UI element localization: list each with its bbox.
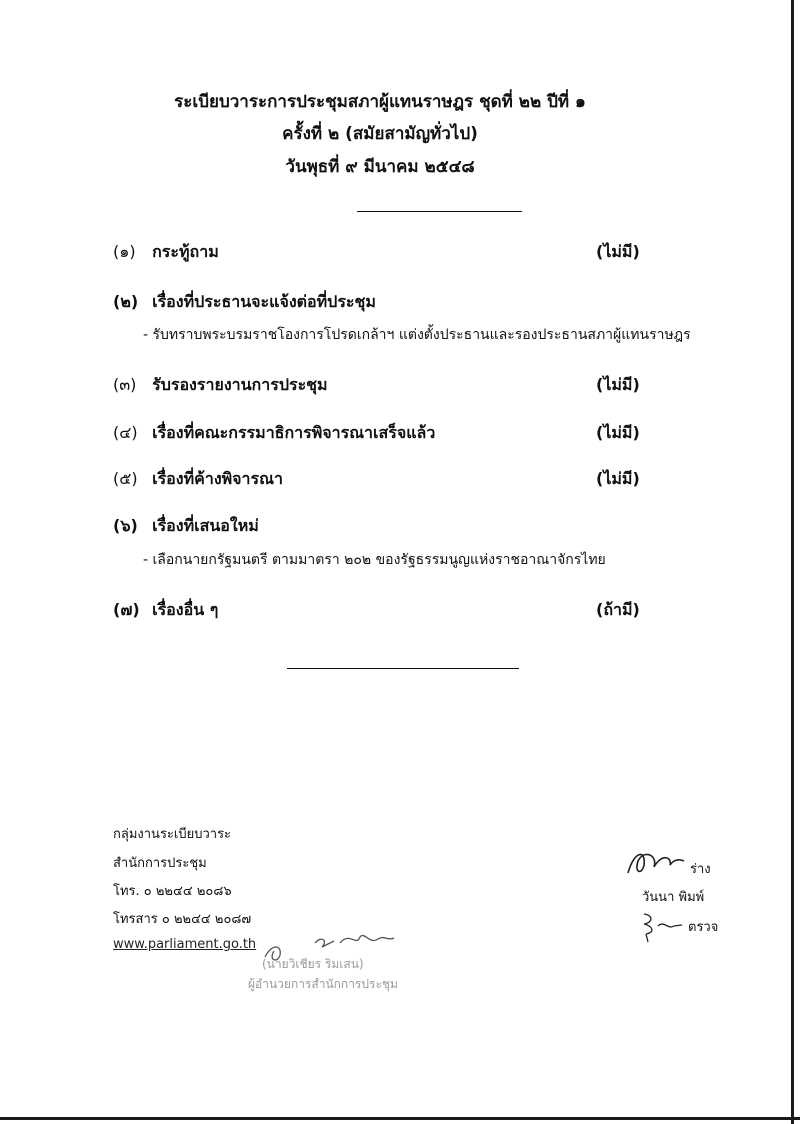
agenda-number: (๖) bbox=[113, 516, 138, 535]
agenda-item-1 bbox=[113, 240, 219, 265]
page-edge-bottom bbox=[0, 1117, 800, 1120]
footer-phone: โทร. ๐ ๒๒๔๔ ๒๐๘๖ bbox=[113, 884, 232, 899]
agenda-status-3: (ไม่มี) bbox=[596, 375, 640, 394]
agenda-title: เรื่องที่คณะกรรมาธิการพิจารณาเสร็จแล้ว bbox=[152, 423, 436, 442]
director-name-stamp: (นายวิเชียร ริมเสน) bbox=[262, 957, 364, 971]
agenda-status-7: (ถ้ามี) bbox=[596, 600, 640, 619]
agenda-title: กระทู้ถาม bbox=[152, 242, 219, 261]
agenda-detail-6: - เลือกนายกรัฐมนตรี ตามมาตรา ๒๐๒ ของรัฐธรรมนูญแห่งราชอาณาจักรไทย bbox=[143, 552, 606, 568]
agenda-title: รับรองรายงานการประชุม bbox=[152, 375, 328, 394]
footer-department: กลุ่มงานระเบียบวาระ bbox=[113, 827, 232, 842]
checker-signature bbox=[636, 910, 684, 946]
page-edge-right bbox=[791, 0, 794, 1124]
agenda-item-6 bbox=[113, 514, 259, 539]
drafter-name: วันนา พิมพ์ bbox=[642, 890, 705, 905]
footer-office: สำนักการประชุม bbox=[113, 856, 207, 871]
agenda-item-4 bbox=[113, 421, 435, 446]
agenda-detail-2: - รับทราบพระบรมราชโองการโปรดเกล้าฯ แต่งตั้งประธานและรองประธานสภาผู้แทนราษฎร bbox=[143, 327, 691, 343]
footer-divider bbox=[287, 668, 519, 669]
agenda-number: (๑) bbox=[113, 242, 136, 261]
header-line-1: ระเบียบวาระการประชุมสภาผู้แทนราษฎร ชุดที่ ๒๒ ปีที่ ๑ bbox=[174, 92, 586, 112]
agenda-title: เรื่องอื่น ๆ bbox=[152, 600, 219, 619]
agenda-number: (๕) bbox=[113, 469, 138, 488]
director-title-stamp: ผู้อำนวยการสำนักการประชุม bbox=[248, 977, 398, 991]
agenda-number: (๓) bbox=[113, 375, 137, 394]
agenda-status-4: (ไม่มี) bbox=[596, 423, 640, 442]
header-line-2: ครั้งที่ ๒ (สมัยสามัญทั่วไป) bbox=[282, 124, 478, 144]
agenda-title: เรื่องที่ค้างพิจารณา bbox=[152, 469, 283, 488]
agenda-title: เรื่องที่เสนอใหม่ bbox=[152, 516, 259, 535]
footer-website-link[interactable]: www.parliament.go.th bbox=[113, 937, 257, 952]
agenda-item-7 bbox=[113, 598, 218, 623]
header-line-3: วันพุธที่ ๙ มีนาคม ๒๕๔๘ bbox=[285, 157, 475, 177]
check-label: ตรวจ bbox=[688, 920, 719, 935]
agenda-number: (๗) bbox=[113, 600, 140, 619]
agenda-status-5: (ไม่มี) bbox=[596, 469, 640, 488]
agenda-status-1: (ไม่มี) bbox=[596, 242, 640, 261]
agenda-title: เรื่องที่ประธานจะแจ้งต่อที่ประชุม bbox=[152, 292, 376, 311]
agenda-item-2 bbox=[113, 290, 376, 315]
header-divider bbox=[357, 211, 522, 212]
agenda-number: (๔) bbox=[113, 423, 138, 442]
agenda-item-3 bbox=[113, 373, 328, 398]
draft-label: ร่าง bbox=[690, 862, 711, 877]
footer-fax: โทรสาร ๐ ๒๒๔๔ ๒๐๘๗ bbox=[113, 912, 252, 927]
agenda-number: (๒) bbox=[113, 292, 139, 311]
agenda-item-5 bbox=[113, 467, 283, 492]
drafter-signature bbox=[624, 845, 686, 881]
